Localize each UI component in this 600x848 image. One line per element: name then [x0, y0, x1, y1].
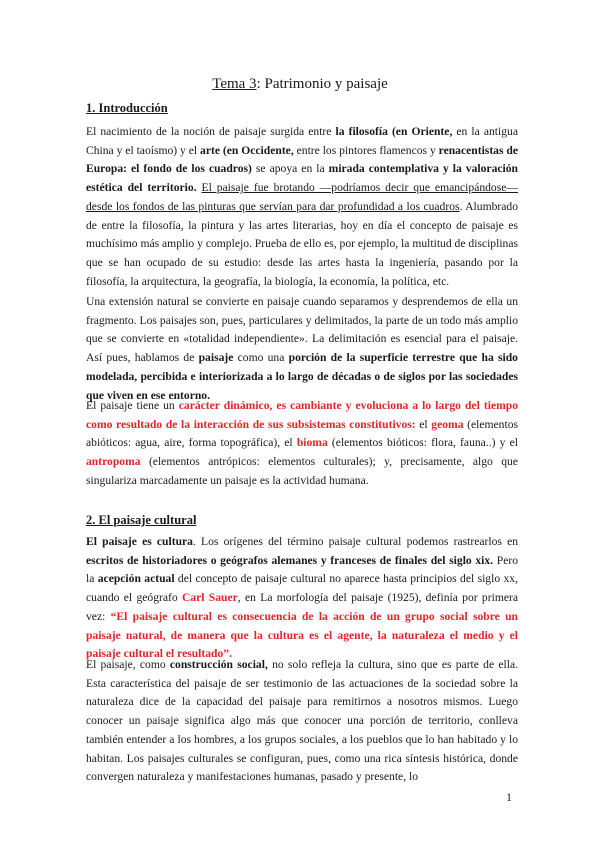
text-run: se apoya en la	[251, 162, 329, 176]
bold-run: El paisaje es cultura	[86, 535, 193, 548]
text-run: no solo refleja la cultura, sino que es parte de ella. Esta característica del paisaje de ser testimonio de las actuaciones de la sociedad sobre la naturaleza dice de la capacidad del paisaje para remitirnos a nosotros mismos. Luego conocer un paisaje significa algo más que conocer una porción de territorio, conlleva también entender a los hombres, a los grupos sociales, a los pueblos que lo han habitado y lo habitan. Los paisajes culturales se configuran, pues, como una rica síntesis histórica, donde convergen naturaleza y manifestaciones humanas, pasado y presente, lo	[86, 658, 518, 784]
title-tema: Tema 3	[212, 76, 257, 92]
term-bioma: bioma	[296, 436, 328, 450]
red-bold-run: carácter dinámico, es cambiante y evoluciona a lo largo del tiempo como resultado de la interacción de sus subsistemas constitutivos:	[86, 399, 518, 431]
bold-run: escritos de historiadores o geógrafos alemanes y franceses de finales del siglo xix.	[86, 553, 494, 567]
term-geoma: geoma	[431, 417, 464, 431]
page-title	[0, 76, 600, 93]
section-2-heading: 2. El paisaje cultural	[86, 513, 197, 527]
text-run: como una	[233, 351, 289, 365]
bold-run: porción de la superficie terrestre que ha sido modelada, percibida e interiorizada a lo largo de décadas o de siglos por las sociedades que viven en ese entorno.	[86, 351, 518, 402]
text-run: El paisaje tiene un	[86, 399, 179, 412]
text-run: (elementos abióticos: agua, aire, forma topográfica), el	[86, 417, 518, 450]
bold-run: construcción social,	[169, 658, 268, 671]
section-1-paragraph-1	[86, 123, 518, 291]
text-run: Pero la	[86, 553, 518, 586]
section-2-paragraph-2	[86, 656, 518, 787]
text-run: . Alumbrado de entre la filosofía, la pintura y las artes literarias, hoy en día el concepto de paisaje es muchísimo más amplio y complejo. Prueba de ello es, por ejemplo, la multitud de disciplinas que se han ocupado de su estudio: desde las artes hasta la ingeniería, pasando por la filosofía, la arquitectura, la geografía, la biología, la economía, la política, etc.	[86, 199, 518, 288]
text-run: (elementos antrópicos: elementos culturales); y, precisamente, algo que singulariza marcadamente un paisaje es la actividad humana.	[86, 455, 518, 487]
text-run: Una extensión natural se convierte en paisaje cuando separamos y desprendemos de ella un fragmento. Los paisajes son, pues, particulares y delimitados, la parte de un todo más amplio que se convierte en «totalidad independiente». La delimitación es esencial para el paisaje. Así pues, hablamos de	[86, 295, 518, 365]
text-run: entre los pintores flamencos y	[293, 143, 439, 157]
text-run: (elementos bióticos: flora, fauna..) y el	[327, 436, 518, 450]
title-rest: : Patrimonio y paisaje	[256, 76, 388, 92]
underlined-run: El paisaje fue brotando —podríamos decir que emancipándose— desde los fondos de las pinturas que servían para dar profundidad a los cuadros	[86, 181, 518, 213]
bold-run: acepción actual	[97, 572, 175, 586]
section-1-heading: 1. Introducción	[86, 101, 168, 115]
text-run: el	[415, 417, 432, 431]
text-run: en la antigua China y el taoísmo) y el	[86, 125, 518, 157]
text-run: , en La morfología del paisaje (1925), definía por primera vez:	[86, 591, 518, 623]
section-1-paragraph-3	[86, 397, 518, 491]
text-run: . Los orígenes del término paisaje cultural podemos rastrearlos en	[192, 535, 519, 548]
text-run: El paisaje, como	[86, 658, 170, 671]
bold-run: la filosofía (en Oriente,	[335, 125, 453, 138]
section-2-paragraph-1	[86, 533, 518, 664]
section-1-paragraph-2	[86, 293, 518, 405]
sauer-quote: “El paisaje cultural es consecuencia de la acción de un grupo social sobre un paisaje natural, de manera que la cultura es el agente, la naturaleza el medio y el paisaje cultural el resultado”.	[86, 609, 518, 661]
term-antropoma: antropoma	[86, 455, 141, 469]
bold-run: arte (en Occidente,	[200, 143, 294, 157]
bold-run: renacentistas de Europa: el fondo de los cuadros)	[86, 143, 518, 176]
bold-run: mirada contemplativa y la valoración estética del territorio.	[86, 162, 518, 195]
text-run: El nacimiento de la noción de paisaje surgida entre	[86, 125, 336, 138]
author-carl-sauer: Carl Sauer	[181, 591, 238, 605]
text-run: del concepto de paisaje cultural no aparece hasta principios del siglo xx, cuando el geógrafo	[86, 572, 518, 605]
bold-run: paisaje	[198, 351, 234, 365]
page-number: 1	[506, 790, 512, 804]
